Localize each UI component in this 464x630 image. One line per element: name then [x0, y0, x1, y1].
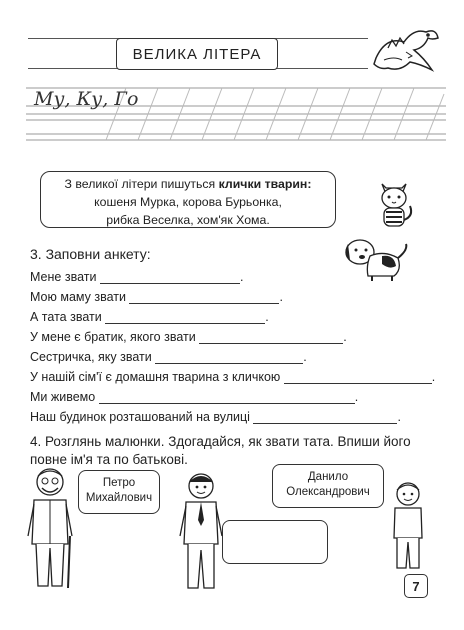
son-first-name: Данило: [307, 471, 349, 483]
boy-illustration: [386, 480, 430, 572]
father-answer-box[interactable]: [222, 520, 328, 564]
copybook-sample: Му, Ку, Го: [34, 88, 139, 110]
form-label-mother: Мою маму звати: [30, 290, 126, 304]
grandpa-patronymic: Михайлович: [85, 492, 153, 504]
form-label-pet: У нашій сім'ї є домашня тварина з кличкою: [30, 370, 281, 384]
page-number: 7: [404, 574, 428, 598]
son-patronymic: Олександрович: [286, 486, 370, 498]
rule-line-1-bold: клички тварин:: [218, 177, 312, 191]
rule-line-3: рибка Веселка, хом'як Хома.: [106, 213, 270, 227]
form-label-street: Наш будинок розташований на вулиці: [30, 410, 250, 424]
end-mark: .: [397, 410, 401, 424]
form-line-5: [30, 350, 307, 364]
form-blank-pet[interactable]: [284, 371, 432, 384]
end-mark: .: [354, 390, 359, 404]
task-3-heading: 3. Заповни анкету:: [30, 246, 151, 262]
form-line-7: [30, 390, 358, 404]
form-label-sister: Сестричка, яку звати: [30, 350, 152, 364]
end-mark: .: [431, 370, 436, 384]
dog-illustration: [340, 236, 412, 282]
form-line-1: [30, 270, 243, 284]
form-label-brother: У мене є братик, якого звати: [30, 330, 196, 344]
rule-line-2: кошеня Мурка, корова Бурьонка,: [94, 195, 282, 209]
form-blank-name[interactable]: [100, 271, 240, 284]
cat-illustration: [372, 178, 416, 230]
rule-box: [40, 171, 336, 228]
form-line-4: [30, 330, 347, 344]
end-mark: .: [239, 270, 244, 284]
grandpa-illustration: [22, 464, 78, 594]
page-title: ВЕЛИКА ЛІТЕРА: [132, 45, 262, 63]
dragon-illustration: [366, 18, 444, 78]
form-line-8: [30, 410, 401, 424]
page-title-box: [116, 38, 278, 70]
form-line-2: [30, 290, 283, 304]
form-blank-father[interactable]: [105, 311, 265, 324]
task-4-line-1: 4. Розглянь малюнки. Здогадайся, як звати тата. Впиши його: [30, 434, 411, 449]
end-mark: .: [303, 350, 307, 364]
form-label-father: А тата звати: [30, 310, 102, 324]
grandpa-name-box: [78, 470, 160, 514]
rule-line-1: [41, 175, 335, 193]
grandpa-first-name: Петро: [102, 477, 136, 489]
end-mark: .: [265, 310, 269, 324]
father-illustration: [176, 470, 226, 594]
form-line-6: [30, 370, 435, 384]
end-mark: .: [343, 330, 347, 344]
form-line-3: [30, 310, 269, 324]
rule-line-1-text: З великої літери пишуться: [64, 177, 219, 191]
form-blank-city[interactable]: [99, 391, 355, 404]
form-blank-sister[interactable]: [155, 351, 303, 364]
form-label-name: Мене звати: [30, 270, 97, 284]
form-blank-mother[interactable]: [129, 291, 279, 304]
task-4-line-2: повне ім'я та по батькові.: [30, 452, 188, 467]
form-blank-street[interactable]: [253, 411, 397, 424]
son-name-box: [272, 464, 384, 508]
end-mark: .: [279, 290, 283, 304]
form-label-city: Ми живемо: [30, 390, 96, 404]
form-blank-brother[interactable]: [199, 331, 343, 344]
